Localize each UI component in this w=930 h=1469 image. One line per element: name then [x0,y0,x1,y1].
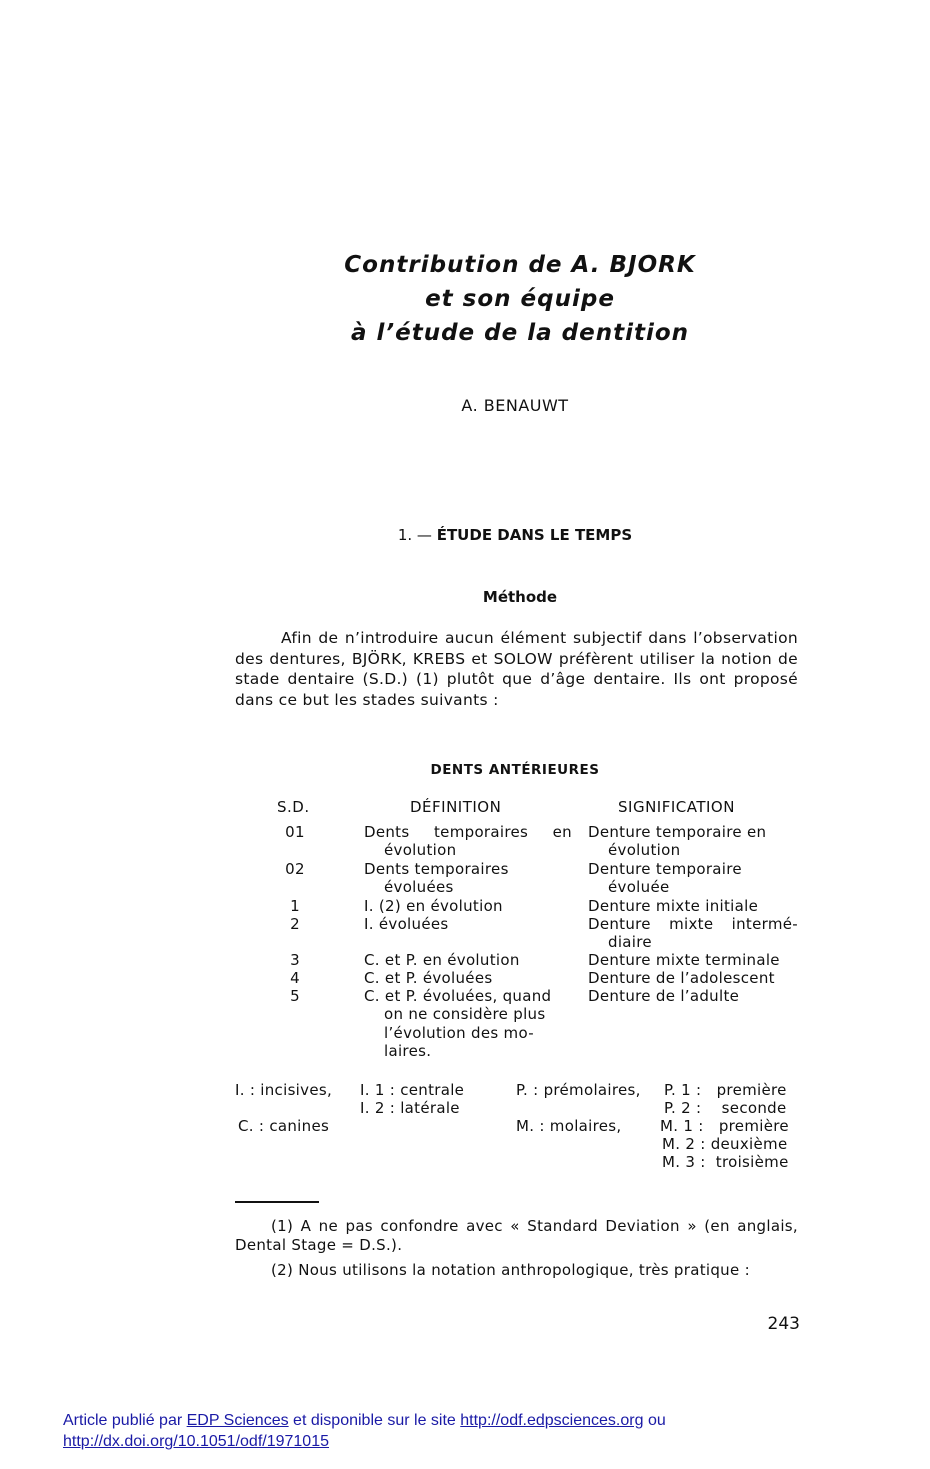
row-signification [588,860,798,897]
row-signification [588,823,798,860]
row-definition [364,915,572,933]
row-signification [588,915,798,952]
legend-m1: M. 1 : première [660,1117,789,1135]
definition-line: C. et P. évoluées [364,969,493,987]
odf-site-link[interactable]: http://odf.edpsciences.org [460,1412,644,1429]
definition-line: évoluées [384,878,454,897]
row-signification [588,951,798,969]
signification-line: Denture temporaire en [588,823,767,841]
section-heading [300,526,730,544]
definition-line: laires. [384,1041,432,1060]
legend-i2: I. 2 : latérale [360,1099,460,1117]
legend-m2: M. 2 : deuxième [662,1135,788,1153]
column-header-definition: DÉFINITION [410,798,502,816]
definition-line: C. et P. évoluées, quand [364,987,552,1005]
subheading: Méthode [482,588,558,606]
signification-line: Denture de l’adolescent [588,969,775,987]
title-line-2: et son équipe [425,286,615,312]
definition-line: Dents temporaires en [364,823,572,841]
section-label: ÉTUDE DANS LE TEMPS [436,526,633,544]
definition-line: C. et P. en évolution [364,951,520,969]
publisher-footer [63,1410,843,1452]
legend-m3: M. 3 : troisième [662,1153,789,1171]
legend-p1: P. 1 : première [664,1081,787,1099]
column-header-signification: SIGNIFICATION [618,798,735,816]
row-sd: 1 [290,897,300,915]
signification-line: Denture mixte terminale [588,951,780,969]
signification-line: Denture temporaire [588,860,742,878]
author-name: A. BENAUWT [461,396,569,415]
row-definition [364,860,572,897]
definition-line: l’évolution des mo- [384,1023,534,1042]
footer-text: ou [643,1412,666,1429]
definition-line: on ne considère plus [384,1005,546,1024]
signification-line: Denture mixte initiale [588,897,759,915]
edp-sciences-link[interactable]: EDP Sciences [186,1412,289,1429]
signification-line: diaire [608,933,652,952]
legend-incisives: I. : incisives, [235,1081,333,1099]
row-definition [364,823,572,860]
column-header-sd: S.D. [277,798,310,816]
legend-p2: P. 2 : seconde [664,1099,787,1117]
row-definition [364,897,572,915]
row-signification [588,987,798,1005]
table-title: DENTS ANTÉRIEURES [430,762,600,778]
row-sd: 02 [285,860,305,878]
page-number: 243 [767,1314,800,1334]
title-line-3: à l’étude de la dentition [350,320,690,346]
row-definition [364,969,572,987]
title-line-1: Contribution de A. BJORK [344,252,696,278]
row-sd: 3 [290,951,300,969]
section-number: 1. — [397,526,432,544]
row-definition [364,951,572,969]
row-signification [588,969,798,987]
definition-line: I. (2) en évolution [364,897,503,915]
footer-text: et disponible sur le site [288,1412,461,1429]
legend-premolaires: P. : prémolaires, [516,1081,641,1099]
signification-line: évolution [608,841,681,860]
definition-line: Dents temporaires [364,860,509,878]
footnote-separator [235,1201,319,1203]
footnote-2: (2) Nous utilisons la notation anthropologique, très pratique : [271,1261,750,1279]
row-sd: 01 [285,823,305,841]
signification-line: Denture mixte intermé- [588,915,798,933]
definition-line: I. évoluées [364,915,449,933]
legend-canines: C. : canines [238,1117,330,1135]
footnote-1: (1) A ne pas confondre avec « Standard Deviation » (en anglais, Dental Stage = D.S.). [235,1217,798,1254]
signification-line: Denture de l’adulte [588,987,740,1005]
legend-molaires: M. : molaires, [516,1117,622,1135]
row-definition [364,987,572,1060]
legend-i1: I. 1 : centrale [360,1081,465,1099]
row-sd: 5 [290,987,300,1005]
row-sd: 4 [290,969,300,987]
body-paragraph: Afin de n’introduire aucun élément subjectif dans l’observation des dentures, BJÖRK, KREBS et SOLOW préfèrent utiliser la notion de stade dentaire (S.D.) (1) plutôt que d’âge dentaire. Ils ont proposé dans ce but les stades suivants : [235,629,798,709]
row-signification [588,897,798,915]
definition-line: évolution [384,841,457,860]
doi-link[interactable]: http://dx.doi.org/10.1051/odf/1971015 [63,1433,329,1450]
footer-text: Article publié par [63,1412,187,1429]
row-sd: 2 [290,915,300,933]
signification-line: évoluée [608,878,670,897]
